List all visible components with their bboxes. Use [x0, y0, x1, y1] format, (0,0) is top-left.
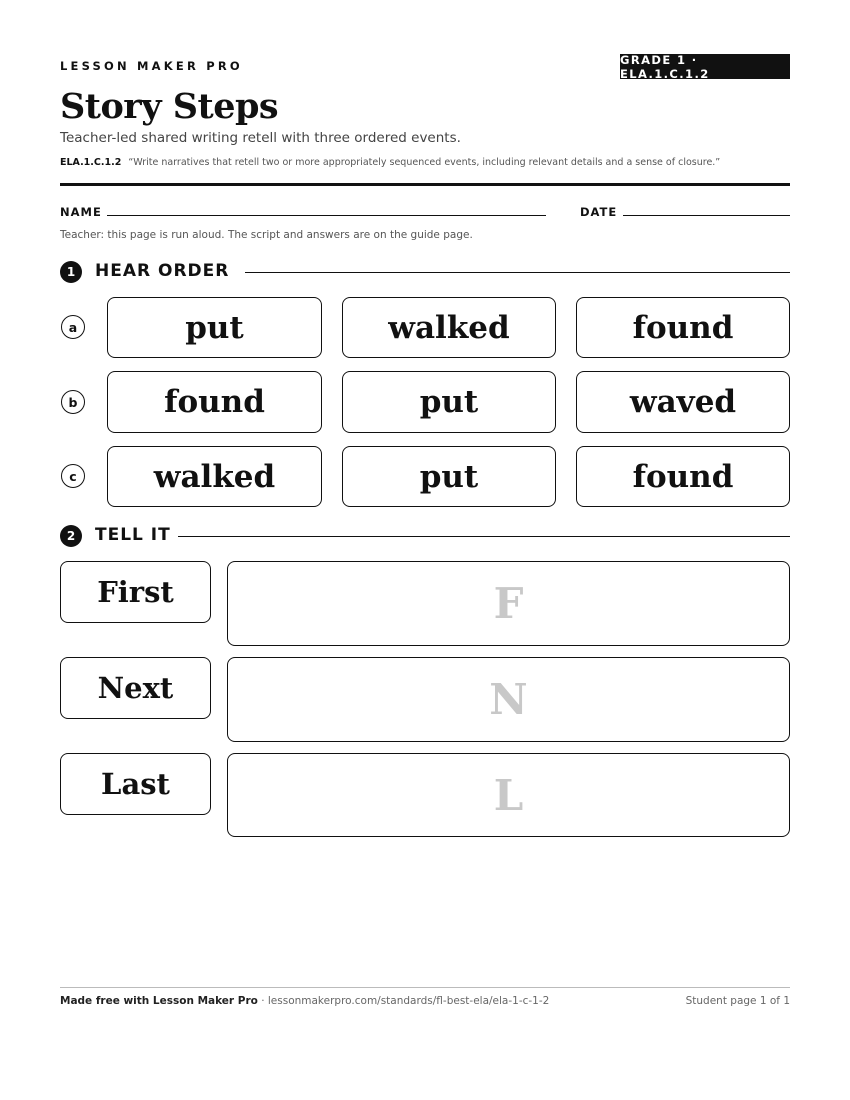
row-letter-b: b: [61, 390, 85, 414]
write-box-last[interactable]: L: [227, 753, 790, 837]
row-letter-c: c: [61, 464, 85, 488]
grade-standard-badge: GRADE 1 · ELA.1.C.1.2: [620, 54, 790, 79]
write-box-next[interactable]: N: [227, 657, 790, 742]
section-1-number: 1: [60, 261, 82, 283]
word-card[interactable]: found: [576, 297, 790, 358]
footer-divider: [60, 987, 790, 988]
step-label-next: Next: [60, 657, 211, 719]
footer-made-with: Made free with Lesson Maker Pro: [60, 995, 258, 1007]
date-field[interactable]: [623, 215, 790, 216]
word-card[interactable]: put: [342, 371, 556, 433]
section-1-title: HEAR ORDER: [95, 261, 230, 281]
word-card[interactable]: found: [107, 371, 322, 433]
step-label-last: Last: [60, 753, 211, 815]
name-label: NAME: [60, 205, 102, 219]
word-card[interactable]: walked: [342, 297, 556, 358]
footer-url[interactable]: · lessonmakerpro.com/standards/fl-best-ela/ela-1-c-1-2: [257, 995, 550, 1007]
standard-code: ELA.1.C.1.2: [60, 157, 122, 168]
name-field[interactable]: [107, 215, 546, 216]
section-2-rule: [178, 536, 790, 537]
word-card[interactable]: found: [576, 446, 790, 507]
brand-name: LESSON MAKER PRO: [60, 59, 243, 73]
word-card[interactable]: put: [342, 446, 556, 507]
teacher-note: Teacher: this page is run aloud. The script and answers are on the guide page.: [60, 229, 473, 241]
word-card[interactable]: walked: [107, 446, 322, 507]
section-2-title: TELL IT: [95, 525, 171, 545]
standard-line: [60, 157, 720, 168]
row-letter-a: a: [61, 315, 85, 339]
page-title: Story Steps: [60, 86, 279, 127]
word-card[interactable]: waved: [576, 371, 790, 433]
standard-text: “Write narratives that retell two or more appropriately sequenced events, including relevant details and a sense of closure.”: [128, 157, 721, 168]
section-1-rule: [245, 272, 790, 273]
header-divider: [60, 183, 790, 186]
footer-page-number: Student page 1 of 1: [685, 995, 790, 1007]
page-subtitle: Teacher-led shared writing retell with three ordered events.: [60, 130, 461, 146]
word-card[interactable]: put: [107, 297, 322, 358]
section-2-number: 2: [60, 525, 82, 547]
footer-credit: [60, 995, 549, 1007]
write-box-first[interactable]: F: [227, 561, 790, 646]
date-label: DATE: [580, 205, 618, 219]
step-label-first: First: [60, 561, 211, 623]
